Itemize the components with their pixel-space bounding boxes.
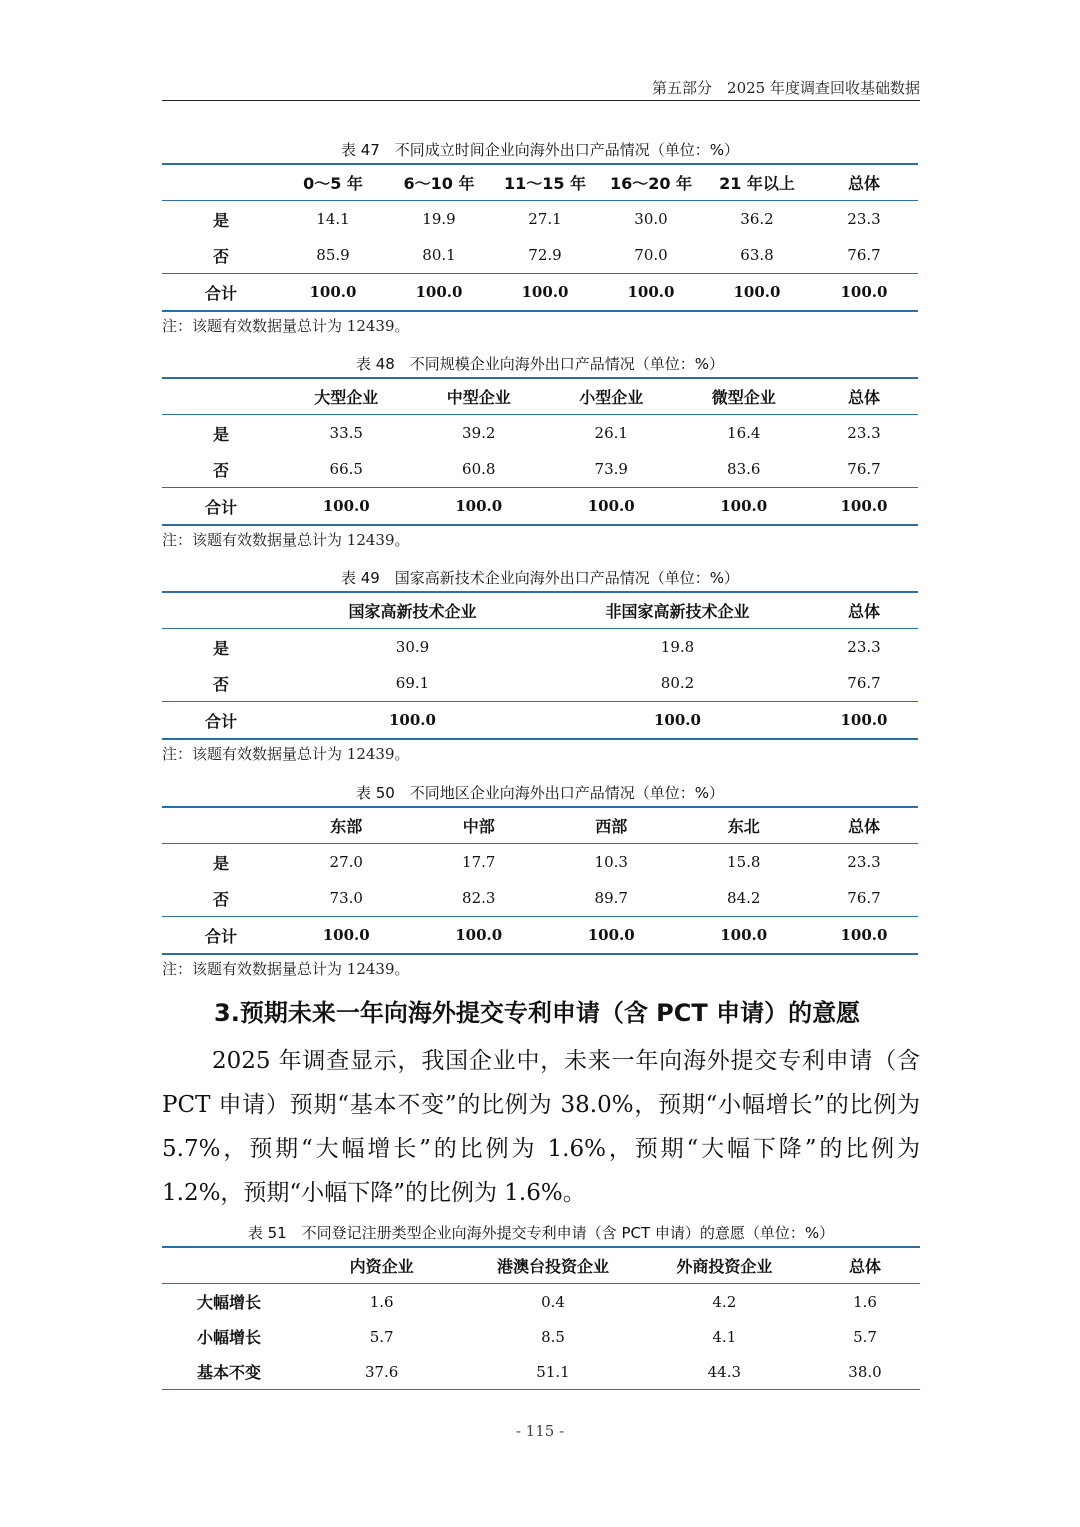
column-header: 21 年以上 xyxy=(704,164,810,201)
header-row xyxy=(162,1247,920,1284)
table-cell: 0.4 xyxy=(541,1292,565,1311)
row-label: 是 xyxy=(212,210,229,230)
row-label: 大幅增长 xyxy=(196,1293,261,1312)
table-row xyxy=(162,201,918,238)
table-cell: 70.0 xyxy=(634,246,668,264)
column-header: 东部 xyxy=(280,807,413,844)
column-header: 16～20 年 xyxy=(598,164,704,201)
data-table xyxy=(162,163,918,312)
table-cell: 10.3 xyxy=(594,853,628,871)
row-label: 是 xyxy=(212,853,229,873)
table-cell: 80.1 xyxy=(422,246,456,264)
table-note: 注：该题有效数据量总计为 12439。 xyxy=(162,960,410,978)
column-header: 港澳台投资企业 xyxy=(467,1247,638,1284)
table-cell: 69.1 xyxy=(395,674,430,692)
table-cell: 37.6 xyxy=(296,1354,467,1390)
table-cell: 23.3 xyxy=(847,638,881,656)
table-row xyxy=(162,237,918,274)
table-cell: 30.9 xyxy=(395,638,430,656)
column-header: 中型企业 xyxy=(413,378,546,415)
body-paragraph: 2025 年调查显示，我国企业中，未来一年向海外提交专利申请（含 PCT 申请）预期“基本不变”的比例为 38.0%，预期“小幅增长”的比例为 5.7%，预期“大幅增长”的比例为 1.6%，预期“大幅下降”的比例为 1.2%，预期“小幅下降”的比例为 1.6%。 xyxy=(162,1048,920,1206)
table-cell: 15.8 xyxy=(727,853,761,871)
table-51 xyxy=(162,1220,920,1390)
column-header: 内资企业 xyxy=(296,1247,467,1284)
table-cell: 76.7 xyxy=(847,460,881,478)
table-cell: 80.2 xyxy=(660,674,695,692)
column-header: 6～10 年 xyxy=(386,164,492,201)
table-cell: 100.0 xyxy=(810,274,918,312)
column-header: 大型企业 xyxy=(280,378,413,415)
column-header: 总体 xyxy=(810,592,918,629)
table-cell: 85.9 xyxy=(316,246,350,264)
table-cell: 100.0 xyxy=(545,917,678,955)
row-label: 否 xyxy=(212,246,229,266)
column-header: 总体 xyxy=(810,1247,920,1284)
table-note: 注：该题有效数据量总计为 12439。 xyxy=(162,745,410,763)
column-header: 中部 xyxy=(413,807,546,844)
column-header: 微型企业 xyxy=(678,378,811,415)
table-cell: 27.1 xyxy=(528,210,562,228)
table-cell: 100.0 xyxy=(280,702,545,740)
table-cell: 100.0 xyxy=(280,274,386,312)
table-cell: 5.7 xyxy=(369,1327,394,1346)
table-cell: 83.6 xyxy=(727,460,761,478)
column-header: 总体 xyxy=(810,807,918,844)
table-row xyxy=(162,665,918,702)
table-cell: 76.7 xyxy=(847,889,881,907)
running-header: 第五部分 2025 年度调查回收基础数据 xyxy=(162,76,920,101)
column-header: 总体 xyxy=(810,164,918,201)
column-header: 国家高新技术企业 xyxy=(280,592,545,629)
row-label: 是 xyxy=(212,638,229,658)
table-row xyxy=(162,1354,920,1390)
table-cell: 76.7 xyxy=(847,246,881,264)
total-row xyxy=(162,702,918,740)
table-cell: 89.7 xyxy=(594,889,628,907)
total-row xyxy=(162,917,918,955)
table-cell: 17.7 xyxy=(462,853,496,871)
table-cell: 16.4 xyxy=(727,424,761,442)
table-row xyxy=(162,415,918,452)
row-label: 合计 xyxy=(162,488,280,526)
table-cell: 14.1 xyxy=(316,210,350,228)
table-row xyxy=(162,451,918,488)
table-row xyxy=(162,1319,920,1354)
header-row xyxy=(162,164,918,201)
table-row xyxy=(162,1284,920,1320)
table-cell: 19.8 xyxy=(660,638,695,656)
table-cell: 84.2 xyxy=(727,889,761,907)
column-header xyxy=(162,1247,296,1284)
row-label: 否 xyxy=(212,674,229,694)
column-header: 东北 xyxy=(678,807,811,844)
table-cell: 66.5 xyxy=(329,460,363,478)
table-cell: 100.0 xyxy=(704,274,810,312)
row-label: 小幅增长 xyxy=(196,1328,261,1347)
table-cell: 36.2 xyxy=(740,210,774,228)
column-header: 11～15 年 xyxy=(492,164,598,201)
table-cell: 100.0 xyxy=(810,917,918,955)
table-cell: 100.0 xyxy=(413,488,546,526)
table-row xyxy=(162,880,918,917)
table-cell: 100.0 xyxy=(678,917,811,955)
column-header: 外商投资企业 xyxy=(639,1247,810,1284)
table-cell: 1.6 xyxy=(369,1292,394,1311)
data-table xyxy=(162,1246,920,1390)
column-header: 0～5 年 xyxy=(280,164,386,201)
table-cell: 100.0 xyxy=(810,702,918,740)
table-caption: 表 47 不同成立时间企业向海外出口产品情况（单位：%） xyxy=(340,141,740,159)
table-cell: 30.0 xyxy=(634,210,668,228)
header-row xyxy=(162,378,918,415)
data-table xyxy=(162,806,918,955)
section-heading: 3.预期未来一年向海外提交专利申请（含 PCT 申请）的意愿 xyxy=(214,999,861,1027)
table-cell: 27.0 xyxy=(329,853,363,871)
data-table xyxy=(162,591,918,740)
table-cell: 60.8 xyxy=(462,460,496,478)
column-header: 西部 xyxy=(545,807,678,844)
table-cell: 23.3 xyxy=(847,424,881,442)
table-cell: 23.3 xyxy=(847,210,881,228)
header-row xyxy=(162,807,918,844)
row-label: 基本不变 xyxy=(162,1354,296,1390)
table-note: 注：该题有效数据量总计为 12439。 xyxy=(162,531,410,549)
header-row xyxy=(162,592,918,629)
table-cell: 44.3 xyxy=(639,1354,810,1390)
table-cell: 76.7 xyxy=(847,674,881,692)
data-table xyxy=(162,377,918,526)
column-header xyxy=(162,378,280,415)
table-cell: 100.0 xyxy=(545,488,678,526)
table-50 xyxy=(162,780,918,955)
row-label: 合计 xyxy=(162,702,280,740)
table-cell: 19.9 xyxy=(422,210,456,228)
table-note: 注：该题有效数据量总计为 12439。 xyxy=(162,317,410,335)
table-cell: 26.1 xyxy=(594,424,628,442)
table-caption: 表 49 国家高新技术企业向海外出口产品情况（单位：%） xyxy=(340,569,740,587)
table-49 xyxy=(162,565,918,740)
table-cell: 73.9 xyxy=(594,460,628,478)
table-47 xyxy=(162,137,918,312)
column-header: 非国家高新技术企业 xyxy=(545,592,810,629)
row-label: 否 xyxy=(212,889,229,909)
table-cell: 100.0 xyxy=(280,917,413,955)
table-cell: 100.0 xyxy=(545,702,810,740)
table-cell: 33.5 xyxy=(329,424,363,442)
row-label: 是 xyxy=(212,424,229,444)
table-cell: 5.7 xyxy=(853,1327,877,1346)
table-cell: 100.0 xyxy=(810,488,918,526)
table-caption: 表 48 不同规模企业向海外出口产品情况（单位：%） xyxy=(355,355,725,373)
table-cell: 51.1 xyxy=(467,1354,638,1390)
table-cell: 100.0 xyxy=(413,917,546,955)
page-number: - 115 - xyxy=(515,1422,565,1440)
table-caption: 表 51 不同登记注册类型企业向海外提交专利申请（含 PCT 申请）的意愿（单位：%） xyxy=(247,1224,835,1242)
table-cell: 82.3 xyxy=(462,889,496,907)
column-header xyxy=(162,164,280,201)
total-row xyxy=(162,274,918,312)
table-48 xyxy=(162,351,918,526)
column-header: 总体 xyxy=(810,378,918,415)
table-cell: 63.8 xyxy=(740,246,774,264)
table-caption: 表 50 不同地区企业向海外出口产品情况（单位：%） xyxy=(355,784,725,802)
row-label: 合计 xyxy=(162,917,280,955)
table-cell: 100.0 xyxy=(386,274,492,312)
column-header: 小型企业 xyxy=(545,378,678,415)
total-row xyxy=(162,488,918,526)
table-cell: 100.0 xyxy=(280,488,413,526)
table-row xyxy=(162,629,918,666)
table-row xyxy=(162,844,918,881)
table-cell: 8.5 xyxy=(541,1327,565,1346)
table-cell: 4.1 xyxy=(712,1327,737,1346)
table-cell: 100.0 xyxy=(492,274,598,312)
row-label: 合计 xyxy=(162,274,280,312)
table-cell: 73.0 xyxy=(329,889,363,907)
table-cell: 38.0 xyxy=(810,1354,920,1390)
column-header xyxy=(162,807,280,844)
table-cell: 1.6 xyxy=(853,1292,877,1311)
column-header xyxy=(162,592,280,629)
table-cell: 100.0 xyxy=(678,488,811,526)
table-cell: 100.0 xyxy=(598,274,704,312)
table-cell: 39.2 xyxy=(462,424,496,442)
table-cell: 72.9 xyxy=(528,246,562,264)
table-cell: 4.2 xyxy=(712,1292,737,1311)
table-cell: 23.3 xyxy=(847,853,881,871)
row-label: 否 xyxy=(212,460,229,480)
